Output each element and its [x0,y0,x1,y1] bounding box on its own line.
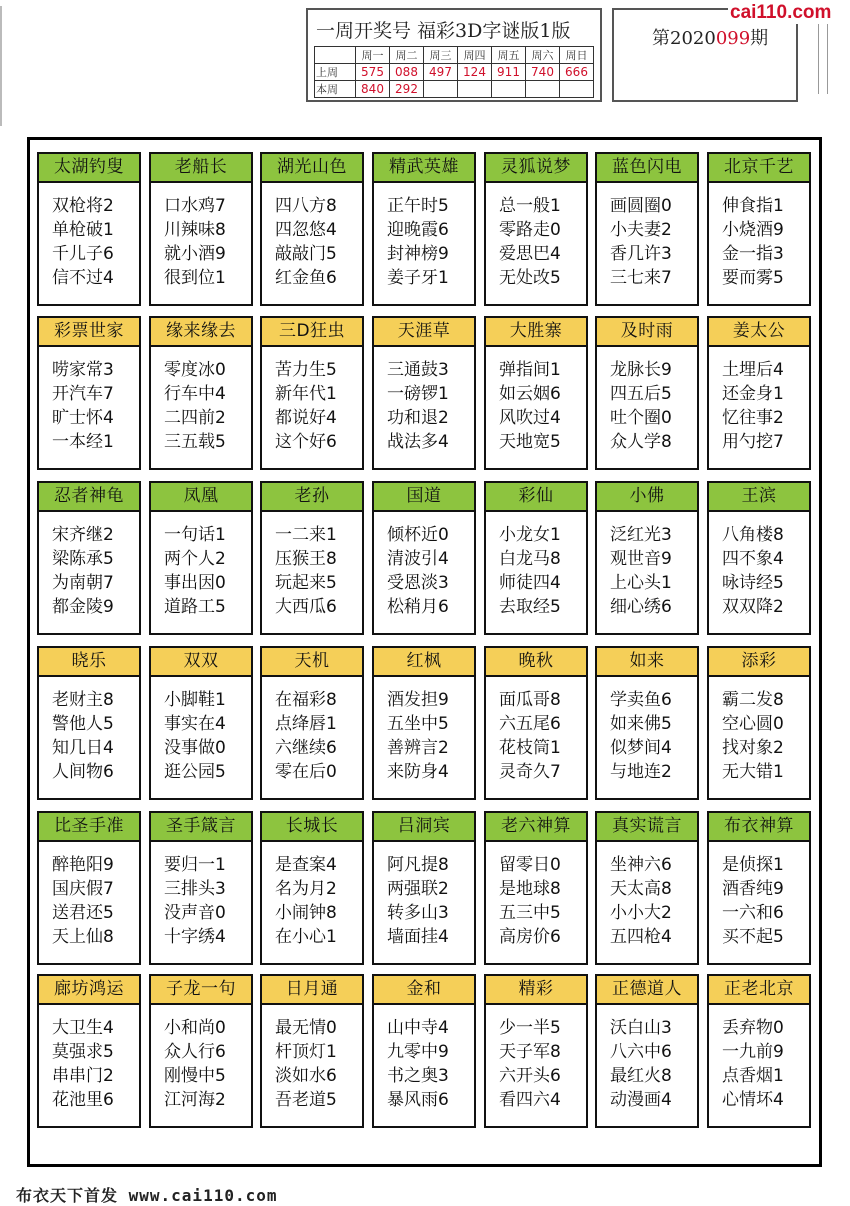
card-line: 八六中6 [610,1042,672,1062]
card-line: 千儿子6 [52,244,114,264]
card-line: 丢弃物0 [722,1018,784,1038]
card-line: 书之奥3 [387,1066,449,1086]
card-line: 霸二发8 [722,690,784,710]
card-line: 观世音9 [610,549,672,569]
puzzle-card [372,646,476,800]
puzzle-card [372,152,476,306]
card-line: 串串门2 [52,1066,114,1086]
card-line: 一六和6 [722,903,784,923]
card-line: 小脚鞋1 [164,690,226,710]
puzzle-card [595,152,699,306]
card-line: 双双降2 [722,597,784,617]
puzzle-card [37,316,141,470]
card-title: 双双 [151,648,251,677]
card-title: 太湖钓叟 [39,154,139,183]
card-line: 天上仙8 [52,927,114,947]
card-line: 白龙马8 [499,549,561,569]
card-line: 高房价6 [499,927,561,947]
card-line: 老财主8 [52,690,114,710]
card-title: 如来 [597,648,697,677]
card-title: 比圣手准 [39,813,139,842]
card-title: 晓乐 [39,648,139,677]
days-row [315,47,594,64]
card-line: 忆往事2 [722,408,784,428]
card-line: 小夫妻2 [610,220,672,240]
card-line: 迎晚霞6 [387,220,449,240]
page-title: 一周开奖号 福彩3D字谜版1版 [316,20,571,42]
puzzle-card [484,646,588,800]
card-line: 是查案4 [275,855,337,875]
card-line: 醉艳阳9 [52,855,114,875]
card-title: 圣手箴言 [151,813,251,842]
puzzle-card [372,316,476,470]
last-week-row [315,64,594,81]
card-line: 功和退2 [387,408,449,428]
card-line: 封神榜9 [387,244,449,264]
card-title: 布衣神算 [709,813,809,842]
card-line: 川辣味8 [164,220,226,240]
card-line: 一磅锣1 [387,384,449,404]
card-title: 正老北京 [709,976,809,1005]
card-line: 土埋后4 [722,360,784,380]
card-line: 姜子牙1 [387,268,449,288]
card-line: 吐个圈0 [610,408,672,428]
card-line: 很到位1 [164,268,226,288]
card-line: 小烧酒9 [722,220,784,240]
card-line: 大西瓜6 [275,597,337,617]
card-line: 红金鱼6 [275,268,337,288]
card-line: 一句话1 [164,525,226,545]
card-line: 坐神六6 [610,855,672,875]
card-line: 零度冰0 [164,360,226,380]
card-line: 花枝筒1 [499,738,561,758]
card-line: 转多山3 [387,903,449,923]
card-title: 老孙 [262,483,362,512]
card-line: 行车中4 [164,384,226,404]
card-line: 单枪破1 [52,220,114,240]
site-logo: cai110.com [730,2,832,23]
card-line: 动漫画4 [610,1090,672,1110]
card-line: 五四枪4 [610,927,672,947]
card-line: 吾老道5 [275,1090,337,1110]
card-title: 添彩 [709,648,809,677]
card-line: 酒香纯9 [722,879,784,899]
card-line: 莫强求5 [52,1042,114,1062]
card-line: 无处改5 [499,268,561,288]
puzzle-card [707,811,811,965]
puzzle-card [707,974,811,1128]
day-header: 周日 [560,47,594,64]
card-line: 信不过4 [52,268,114,288]
draw-value [458,81,492,98]
card-line: 没事做0 [164,738,226,758]
puzzle-card [260,974,364,1128]
weekly-draw-table [314,46,594,98]
card-line: 暴风雨6 [387,1090,449,1110]
card-line: 金一指3 [722,244,784,264]
puzzle-card [595,974,699,1128]
card-line: 灵奇久7 [499,762,561,782]
card-line: 八角楼8 [722,525,784,545]
card-line: 最红火8 [610,1066,672,1086]
card-line: 龙脉长9 [610,360,672,380]
puzzle-card [149,811,253,965]
card-title: 廊坊鸿运 [39,976,139,1005]
draw-value: 911 [492,64,526,81]
card-line: 风吹过4 [499,408,561,428]
card-line: 大卫生4 [52,1018,114,1038]
day-header: 周四 [458,47,492,64]
card-line: 两个人2 [164,549,226,569]
puzzle-card [484,481,588,635]
card-line: 清波引4 [387,549,449,569]
puzzle-card [372,481,476,635]
card-line: 压猴王8 [275,549,337,569]
card-line: 是侦探1 [722,855,784,875]
card-line: 这个好6 [275,432,337,452]
card-title: 蓝色闪电 [597,154,697,183]
draw-value: 666 [560,64,594,81]
card-line: 三七来7 [610,268,672,288]
card-line: 十字绣4 [164,927,226,947]
card-line: 都说好4 [275,408,337,428]
row-label: 上周 [315,64,356,81]
card-line: 战法多4 [387,432,449,452]
day-header: 周五 [492,47,526,64]
card-line: 上心头1 [610,573,672,593]
card-line: 为南朝7 [52,573,114,593]
card-line: 零路走0 [499,220,561,240]
card-line: 都金陵9 [52,597,114,617]
card-line: 无大错1 [722,762,784,782]
card-line: 最无情0 [275,1018,337,1038]
card-line: 逛公园5 [164,762,226,782]
card-line: 要而雾5 [722,268,784,288]
puzzle-card [372,811,476,965]
card-line: 双枪将2 [52,196,114,216]
card-line: 知几日4 [52,738,114,758]
card-line: 小闹钟8 [275,903,337,923]
card-line: 留零日0 [499,855,561,875]
card-line: 事实在4 [164,714,226,734]
puzzle-grid [27,137,822,1167]
card-line: 细心绣6 [610,597,672,617]
draw-value [492,81,526,98]
card-line: 五三中5 [499,903,561,923]
draw-value: 740 [526,64,560,81]
card-line: 五坐中5 [387,714,449,734]
card-line: 六五尾6 [499,714,561,734]
puzzle-card [37,152,141,306]
card-line: 淡如水6 [275,1066,337,1086]
puzzle-card [260,646,364,800]
card-title: 缘来缘去 [151,318,251,347]
this-week-row [315,81,594,98]
card-line: 小龙女1 [499,525,561,545]
card-title: 忍者神龟 [39,483,139,512]
card-line: 松稍月6 [387,597,449,617]
card-title: 子龙一句 [151,976,251,1005]
card-title: 小佛 [597,483,697,512]
card-line: 三排头3 [164,879,226,899]
puzzle-card [707,316,811,470]
card-title: 吕洞宾 [374,813,474,842]
card-line: 正午时5 [387,196,449,216]
puzzle-card [484,316,588,470]
puzzle-card [37,811,141,965]
card-line: 二四前2 [164,408,226,428]
card-title: 天机 [262,648,362,677]
card-line: 天子军8 [499,1042,561,1062]
puzzle-card [484,974,588,1128]
puzzle-card [707,152,811,306]
draw-value [560,81,594,98]
card-line: 九零中9 [387,1042,449,1062]
card-line: 山中寺4 [387,1018,449,1038]
card-title: 老船长 [151,154,251,183]
corner-cell [315,47,356,64]
row-label: 本周 [315,81,356,98]
card-line: 点绛唇1 [275,714,337,734]
left-edge-line [0,6,2,126]
card-line: 敲敲门5 [275,244,337,264]
day-header: 周一 [356,47,390,64]
card-line: 两强联2 [387,879,449,899]
puzzle-card [37,481,141,635]
card-line: 还金身1 [722,384,784,404]
card-line: 刚慢中5 [164,1066,226,1086]
card-line: 酒发担9 [387,690,449,710]
card-line: 名为月2 [275,879,337,899]
card-title: 姜太公 [709,318,809,347]
card-line: 天地宽5 [499,432,561,452]
card-title: 及时雨 [597,318,697,347]
puzzle-card [37,646,141,800]
puzzle-card [484,811,588,965]
card-title: 真实谎言 [597,813,697,842]
card-line: 三五载5 [164,432,226,452]
puzzle-card [595,481,699,635]
card-title: 晚秋 [486,648,586,677]
card-line: 在小心1 [275,927,337,947]
period-prefix: 第2020 [652,28,716,49]
card-line: 玩起来5 [275,573,337,593]
card-line: 面瓜哥8 [499,690,561,710]
card-title: 三D狂虫 [262,318,362,347]
card-line: 看四六4 [499,1090,561,1110]
card-line: 一二来1 [275,525,337,545]
puzzle-card [707,481,811,635]
period-label [652,24,768,50]
card-line: 事出因0 [164,573,226,593]
card-title: 老六神算 [486,813,586,842]
card-line: 天太高8 [610,879,672,899]
card-line: 花池里6 [52,1090,114,1110]
card-line: 与地连2 [610,762,672,782]
card-line: 要归一1 [164,855,226,875]
card-line: 弹指间1 [499,360,561,380]
puzzle-card [149,152,253,306]
card-title: 彩仙 [486,483,586,512]
draw-value: 124 [458,64,492,81]
card-line: 口水鸡7 [164,196,226,216]
card-title: 凤凰 [151,483,251,512]
card-line: 四八方8 [275,196,337,216]
card-line: 人间物6 [52,762,114,782]
card-line: 咏诗经5 [722,573,784,593]
card-line: 是地球8 [499,879,561,899]
draw-value: 840 [356,81,390,98]
card-line: 墙面挂4 [387,927,449,947]
card-line: 空心圆0 [722,714,784,734]
card-line: 四五后5 [610,384,672,404]
card-title: 精彩 [486,976,586,1005]
card-line: 六开头6 [499,1066,561,1086]
card-line: 来防身4 [387,762,449,782]
card-line: 国庆假7 [52,879,114,899]
card-line: 沃白山3 [610,1018,672,1038]
card-line: 六继续6 [275,738,337,758]
card-title: 正德道人 [597,976,697,1005]
card-line: 似梦间4 [610,738,672,758]
period-number: 099 [715,28,751,49]
card-line: 倾杯近0 [387,525,449,545]
card-line: 就小酒9 [164,244,226,264]
card-line: 道路工5 [164,597,226,617]
day-header: 周三 [424,47,458,64]
puzzle-card [372,974,476,1128]
draw-value [424,81,458,98]
card-line: 香几许3 [610,244,672,264]
puzzle-card [149,974,253,1128]
card-line: 新年代1 [275,384,337,404]
card-line: 学卖鱼6 [610,690,672,710]
puzzle-card [260,316,364,470]
puzzle-card [484,152,588,306]
card-line: 师徒四4 [499,573,561,593]
puzzle-card [149,316,253,470]
card-title: 大胜寨 [486,318,586,347]
card-line: 找对象2 [722,738,784,758]
card-line: 泛红光3 [610,525,672,545]
card-title: 天涯草 [374,318,474,347]
card-line: 警他人5 [52,714,114,734]
puzzle-card [149,646,253,800]
card-title: 湖光山色 [262,154,362,183]
puzzle-card [260,152,364,306]
card-line: 少一半5 [499,1018,561,1038]
card-line: 伸食指1 [722,196,784,216]
draw-value: 088 [390,64,424,81]
day-header: 周二 [390,47,424,64]
card-line: 四不象4 [722,549,784,569]
card-line: 众人学8 [610,432,672,452]
draw-value: 575 [356,64,390,81]
card-line: 小小大2 [610,903,672,923]
card-line: 心情坏4 [722,1090,784,1110]
card-line: 宋齐继2 [52,525,114,545]
period-suffix: 期 [750,28,769,49]
puzzle-card [260,481,364,635]
puzzle-card [260,811,364,965]
card-line: 三通鼓3 [387,360,449,380]
card-line: 苦力生5 [275,360,337,380]
puzzle-card [707,646,811,800]
card-line: 如来佛5 [610,714,672,734]
card-title: 精武英雄 [374,154,474,183]
card-line: 买不起5 [722,927,784,947]
weekly-draw-panel [306,8,602,102]
draw-value: 292 [390,81,424,98]
card-line: 总一般1 [499,196,561,216]
card-title: 灵狐说梦 [486,154,586,183]
footer-text: 布衣天下首发 www.cai110.com [16,1186,278,1205]
puzzle-card [149,481,253,635]
card-line: 江河海2 [164,1090,226,1110]
card-line: 唠家常3 [52,360,114,380]
card-line: 送君还5 [52,903,114,923]
card-line: 爱思巴4 [499,244,561,264]
card-title: 红枫 [374,648,474,677]
puzzle-card [595,316,699,470]
puzzle-card [595,811,699,965]
card-title: 国道 [374,483,474,512]
puzzle-card [595,646,699,800]
card-line: 如云姻6 [499,384,561,404]
card-line: 众人行6 [164,1042,226,1062]
card-title: 北京千艺 [709,154,809,183]
card-title: 日月通 [262,976,362,1005]
card-title: 王滨 [709,483,809,512]
card-title: 长城长 [262,813,362,842]
card-line: 去取经5 [499,597,561,617]
card-line: 善辨言2 [387,738,449,758]
card-line: 用勺挖7 [722,432,784,452]
draw-value: 497 [424,64,458,81]
card-line: 一九前9 [722,1042,784,1062]
draw-value [526,81,560,98]
card-line: 阿凡提8 [387,855,449,875]
card-line: 在福彩8 [275,690,337,710]
card-title: 金和 [374,976,474,1005]
card-line: 小和尚0 [164,1018,226,1038]
card-line: 开汽车7 [52,384,114,404]
card-line: 没声音0 [164,903,226,923]
card-line: 一本经1 [52,432,114,452]
side-rule [818,18,828,94]
card-line: 零在后0 [275,762,337,782]
day-header: 周六 [526,47,560,64]
card-line: 受恩淡3 [387,573,449,593]
card-line: 旷士怀4 [52,408,114,428]
card-line: 四忽悠4 [275,220,337,240]
card-title: 彩票世家 [39,318,139,347]
card-line: 点香烟1 [722,1066,784,1086]
puzzle-card [37,974,141,1128]
card-line: 杆顶灯1 [275,1042,337,1062]
card-line: 画圆圈0 [610,196,672,216]
card-line: 梁陈承5 [52,549,114,569]
